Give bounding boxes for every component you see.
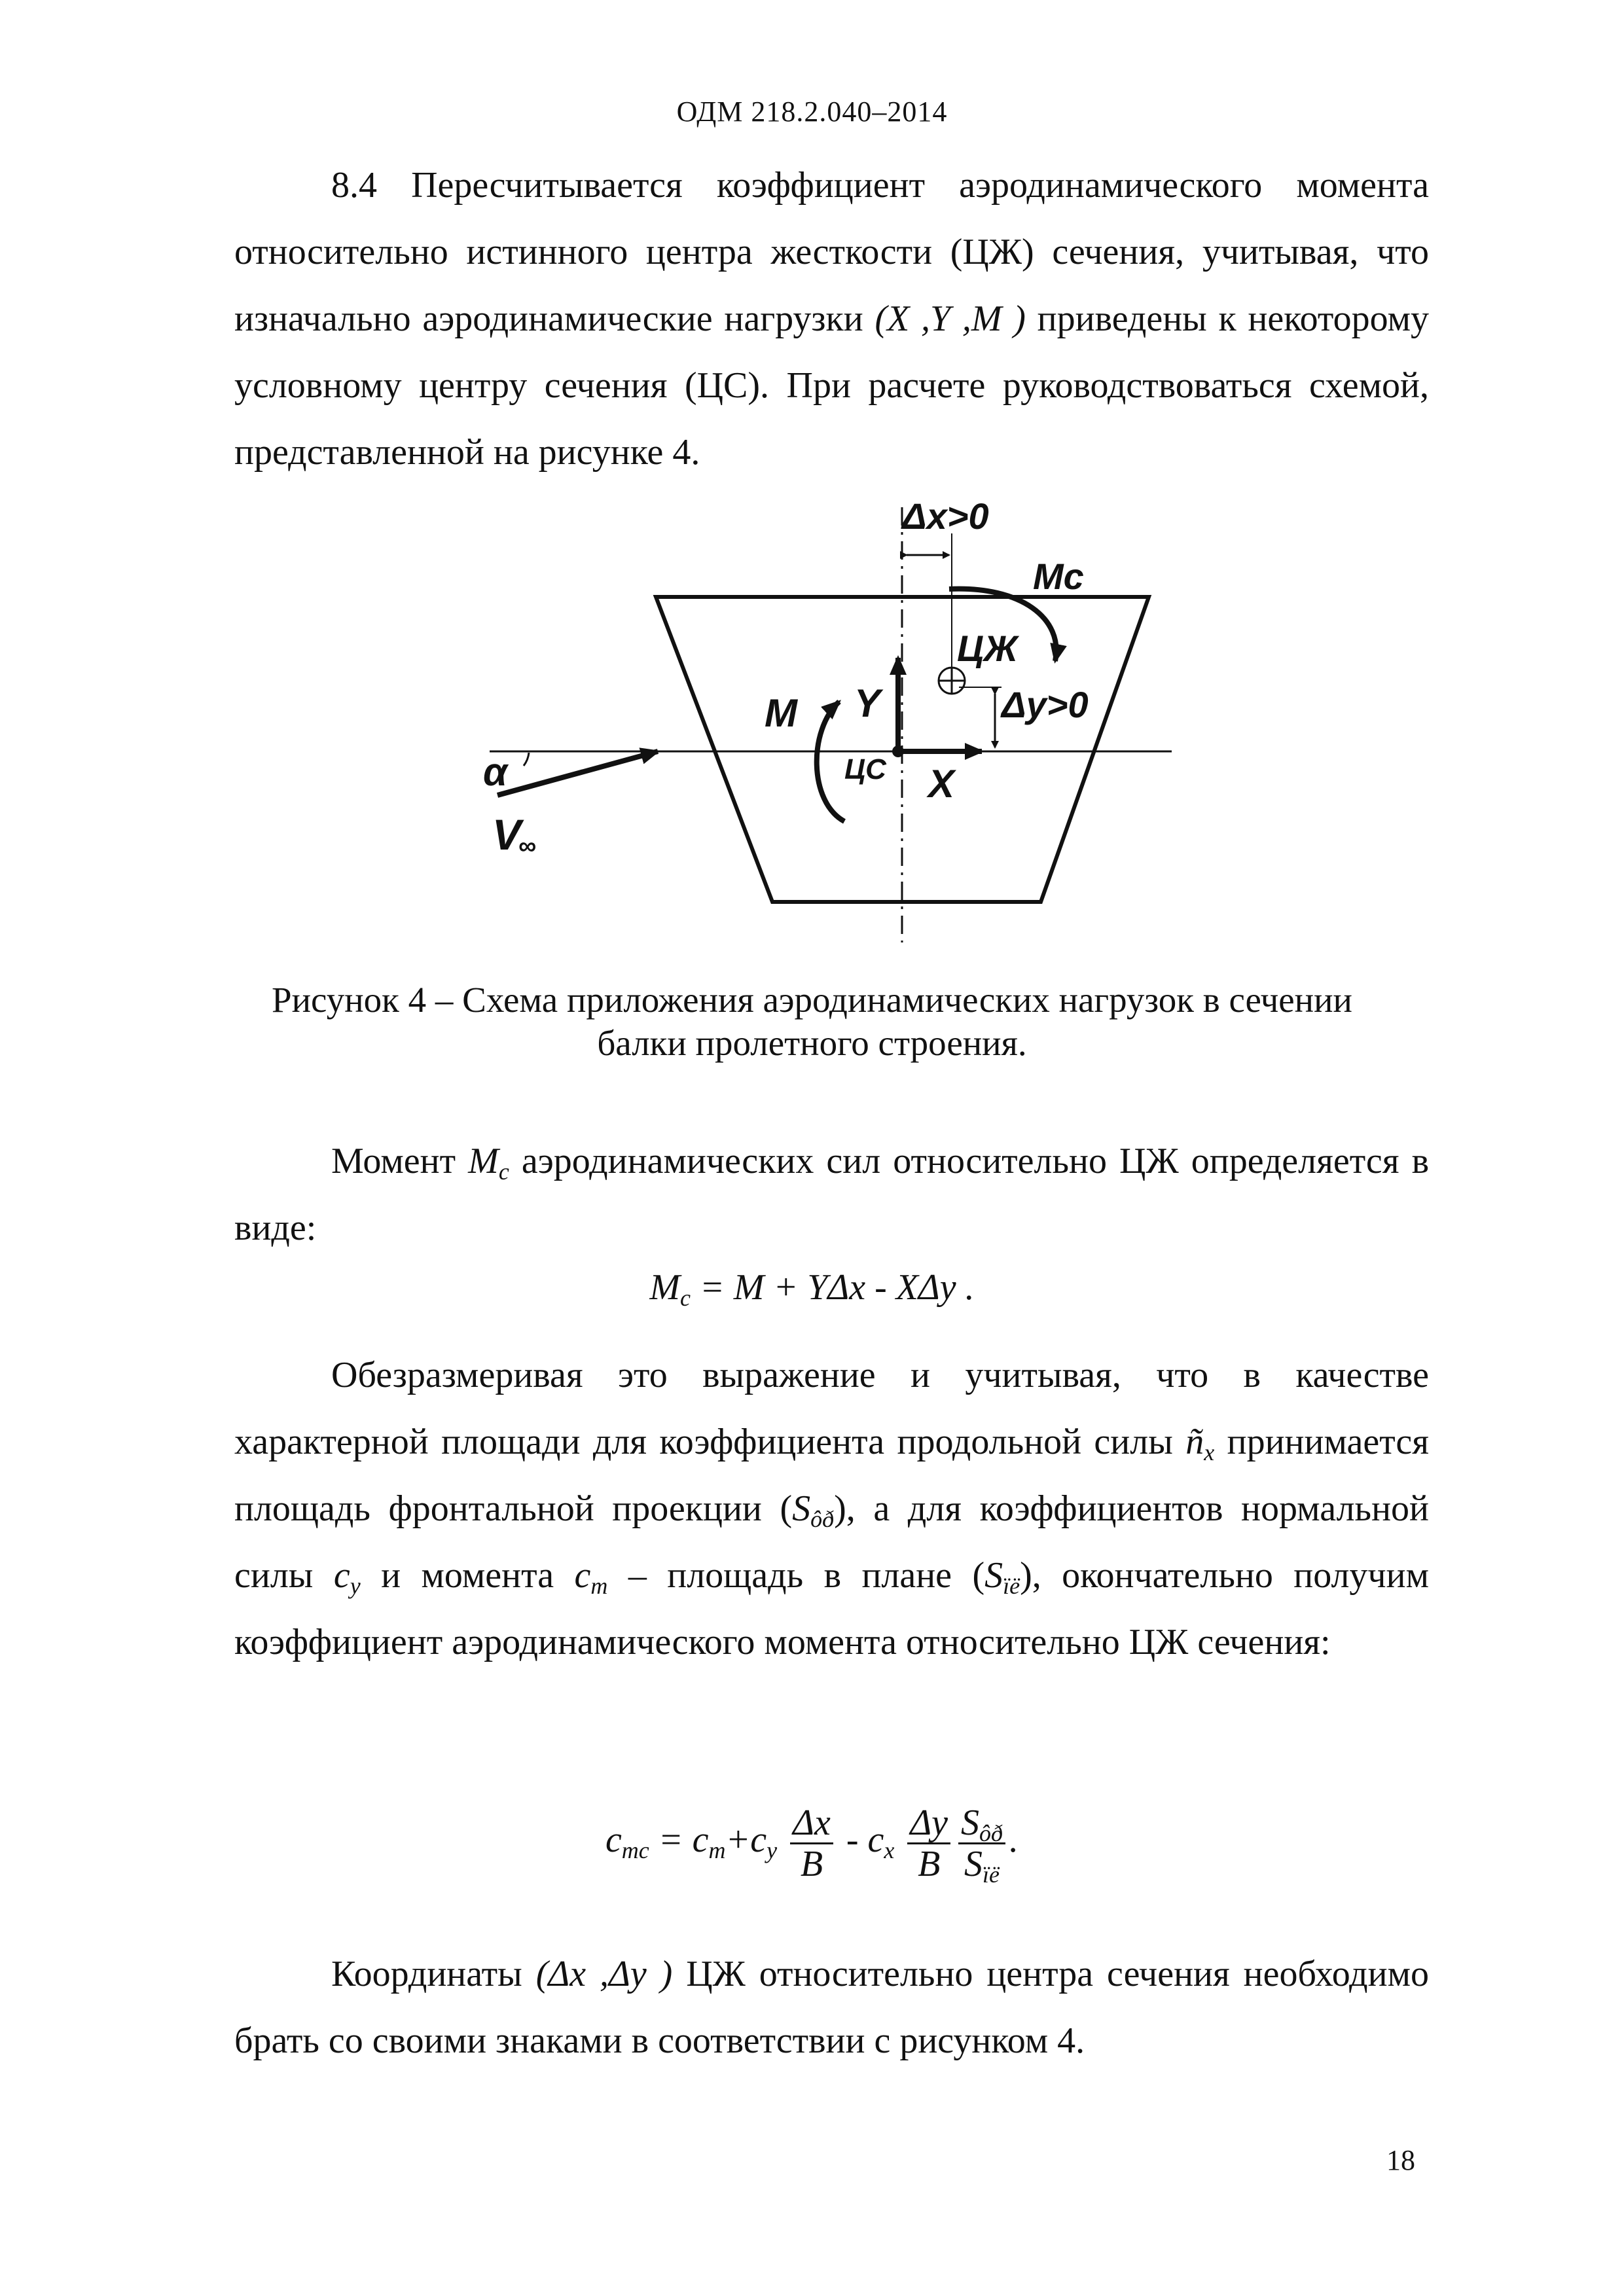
figure-4-diagram [0, 0, 1624, 982]
cs-label: ЦС [844, 753, 886, 785]
paragraph-8-4-lead: 8.4 Пересчитывается коэффициент аэродинамического момента относительно истинного центра жесткости (ЦЖ) сечения, учитывая, что изначально аэродинамические нагрузки [234, 165, 1429, 339]
cm-symbol: $c_m$ [574, 1555, 608, 1599]
moment-paragraph [234, 1128, 1429, 1261]
mc-label: Mc [1033, 556, 1084, 597]
caption-line-1: Рисунок 4 – Схема приложения аэродинамических нагрузок в сечении [272, 980, 1352, 1020]
moment-text-2: аэродинамических сил относительно ЦЖ определяется в виде: [234, 1141, 1430, 1248]
v-infinity-subscript: ∞ [518, 833, 537, 860]
czh-label: ЦЖ [957, 628, 1018, 669]
v-label: V [492, 810, 522, 859]
m-moment-arrow [817, 702, 844, 821]
coordinates-paragraph: Координаты (Δx ,Δy ) ЦЖ относительно центра сечения необходимо брать со своими знаками в соответствии с рисунком 4. [234, 1954, 1430, 2061]
fraction-s-ratio: $\frac{S_{ôð}}{S_{ïë}}$ [958, 1803, 1005, 1884]
caption-line-2: балки пролетного строения. [597, 1023, 1027, 1063]
fraction-dx-b: $\frac{\Delta x}{B}$ [790, 1803, 833, 1884]
figure-4-caption [0, 978, 1624, 1065]
alpha-arc [524, 753, 529, 766]
dx-label: Δx>0 [902, 495, 989, 537]
page-number: 18 [1386, 2144, 1415, 2176]
loads-notation: (X ,Y ,M ) [875, 298, 1026, 339]
dimensionless-paragraph: Обезразмеривая это выражение и учитывая, что в качестве характерной площади для коэффициента продольной силы $ñ_x$ принимается площадь фронтальной проекции $(S_{ôð})$, а для коэффициентов нормальной силы $c_y$ и момента $c_m$ – площадь в плане $(S_{ïë})$, окончательно получим коэффициент аэродинамического момента относительно ЦЖ сечения: [234, 1355, 1430, 1662]
x-label: X [928, 762, 955, 806]
moment-text-1: Момент [331, 1141, 456, 1181]
cy-symbol: $c_y$ [333, 1555, 361, 1599]
dy-label: Δy>0 [1001, 684, 1089, 725]
coordinates-notation: (Δx ,Δy ) [535, 1954, 673, 1994]
formula-moment-coefficient: $c_{mc} = c_m+c_y$ $\frac{\Delta x}{B}$ - $c_x$ $\frac{\Delta y}{B}$ $\frac{S_{ôð}}{S_{ïë}}$ . [605, 1803, 1019, 1888]
s-front-symbol: $S_{ôð}$ [792, 1488, 835, 1532]
paragraph-8-4-tail: приведены к некоторому условному центру сечения (ЦС). При расчете руководствоваться схемой, представленной на рисунке 4. [234, 298, 1430, 473]
alpha-label: α [483, 750, 508, 794]
y-label: Y [854, 681, 881, 725]
mc-symbol: $M_c$ [468, 1141, 509, 1185]
fraction-dy-b: $\frac{\Delta y}{B}$ [907, 1803, 950, 1884]
m-label: M [765, 691, 797, 735]
formula-moment: $M_c = M + Y\Delta x - X\Delta y$ . [649, 1267, 975, 1311]
document-header: ОДМ 218.2.040–2014 [676, 96, 948, 128]
s-plan-symbol: $S_{ïë}$ [984, 1555, 1020, 1599]
cx-symbol: $ñ_x$ [1185, 1422, 1215, 1465]
velocity-arrow [497, 751, 658, 795]
